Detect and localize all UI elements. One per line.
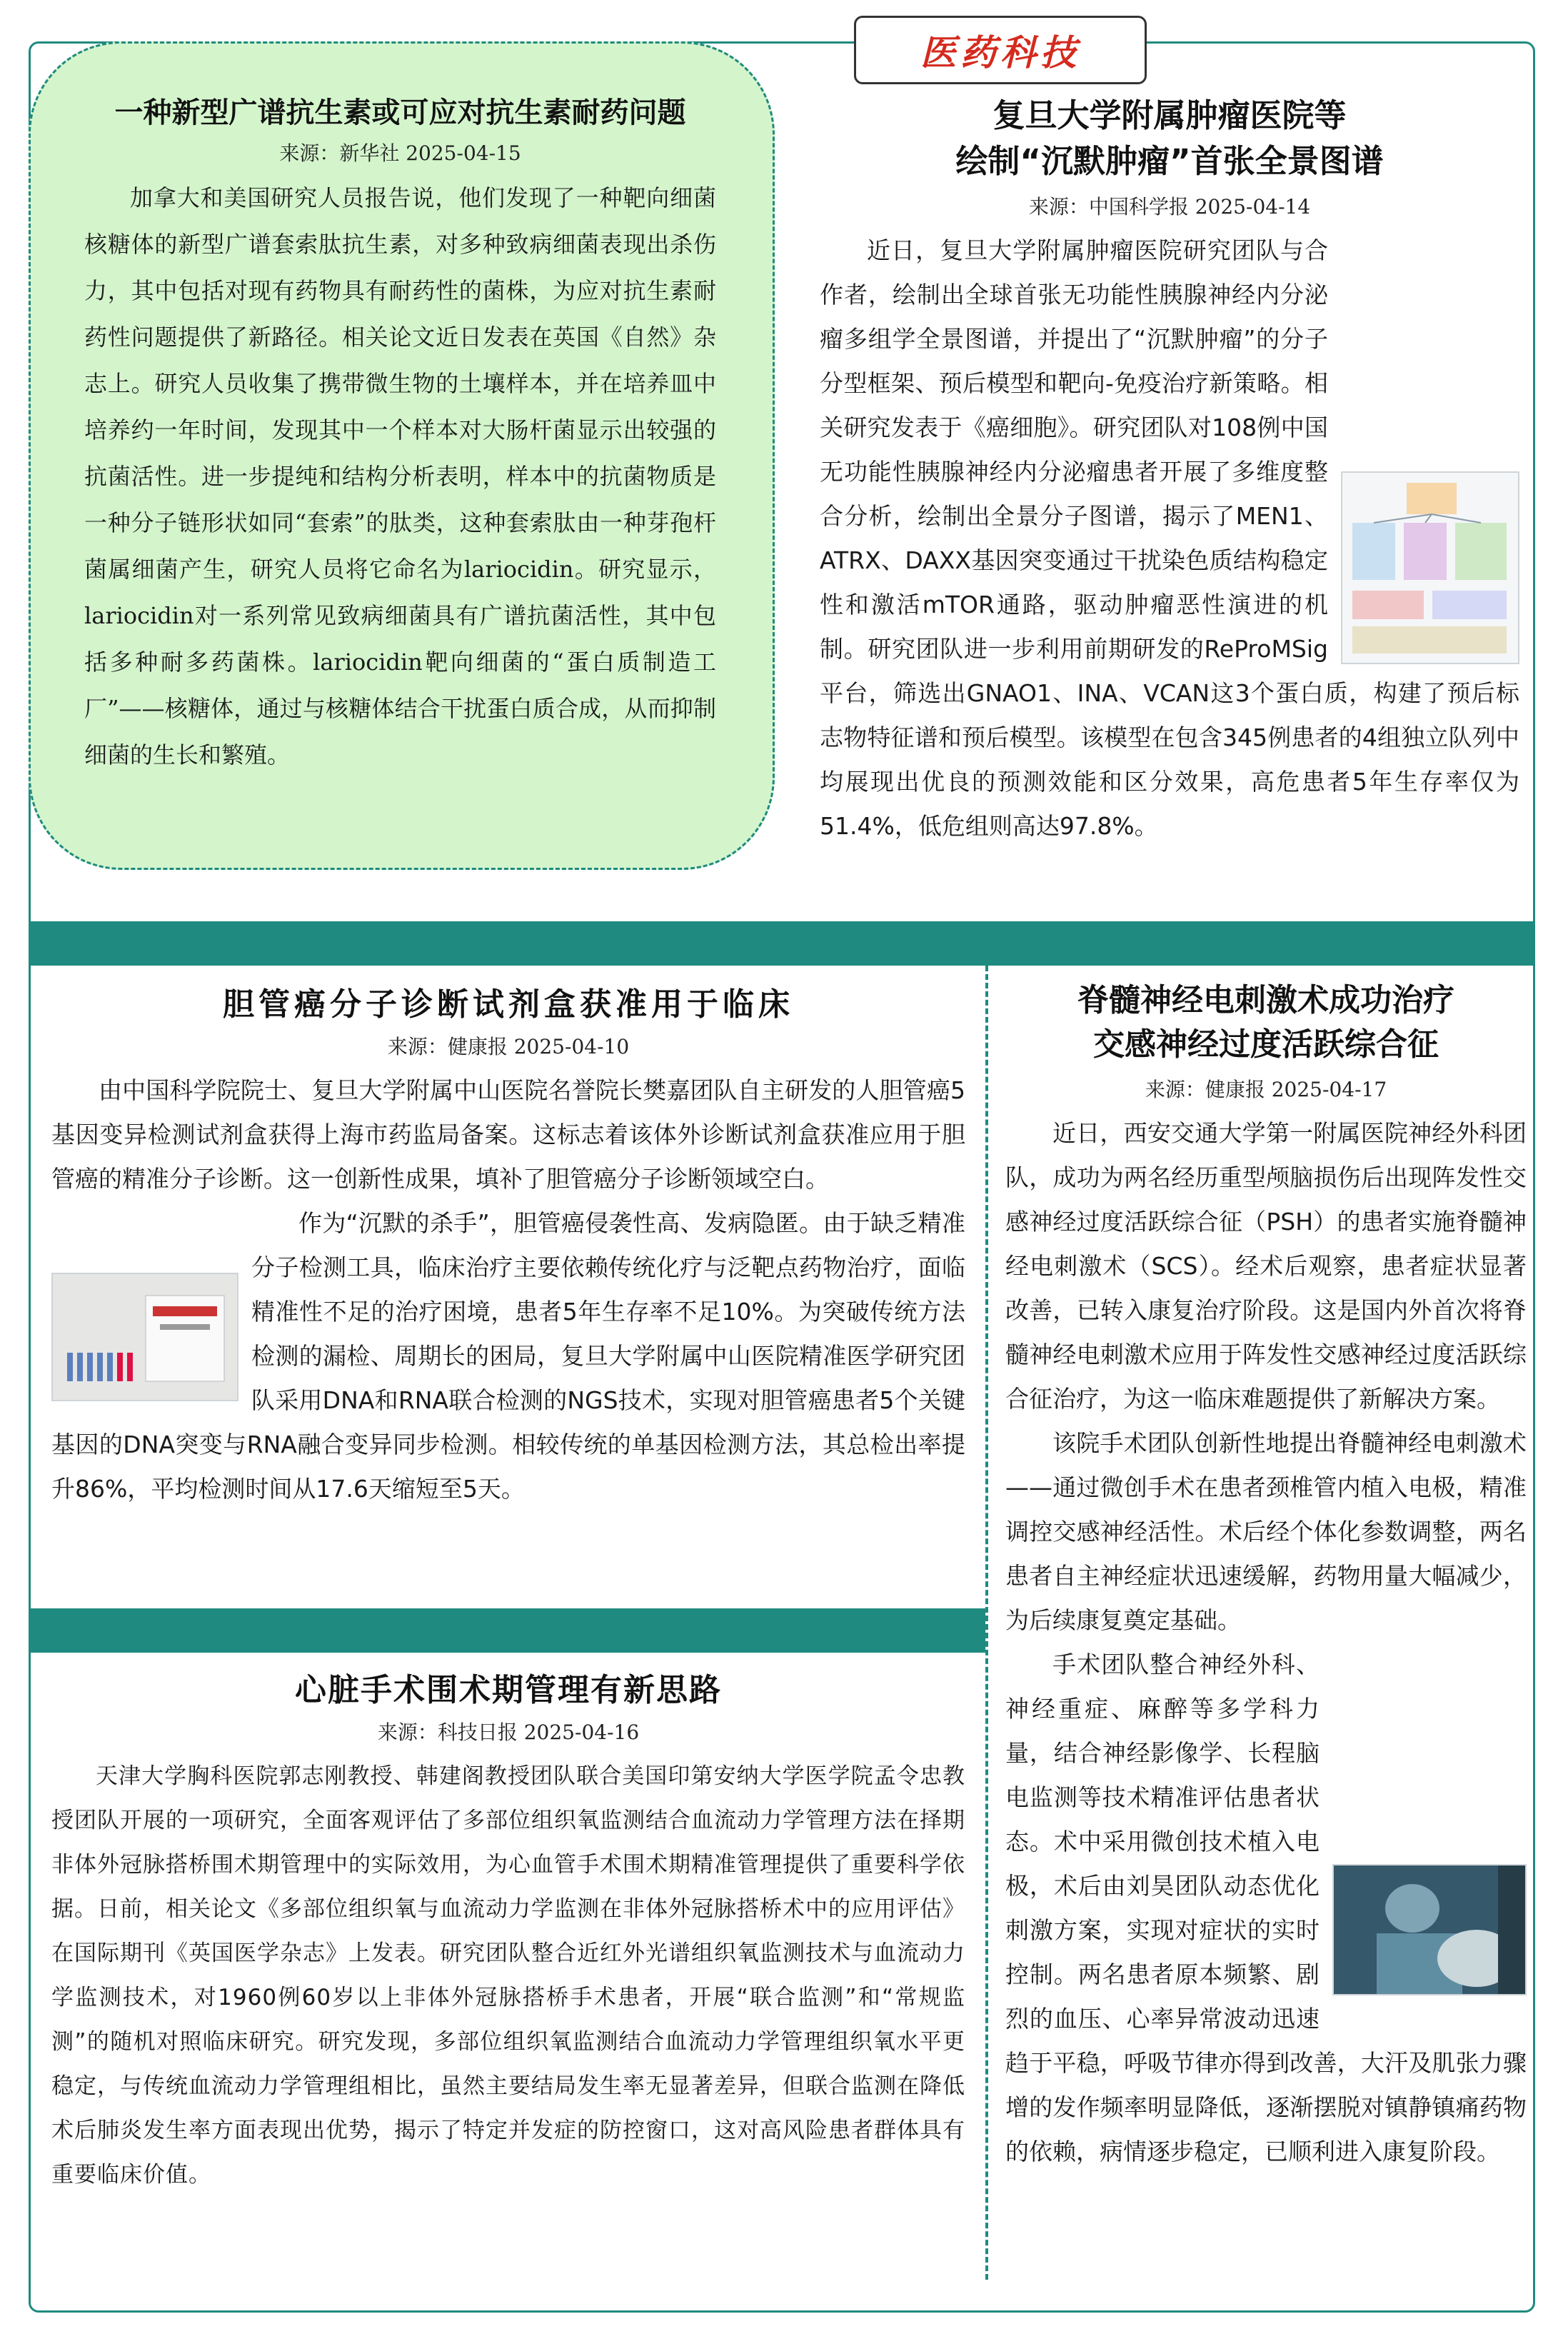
section-tag: [854, 16, 1147, 84]
column-divider: [985, 966, 988, 2280]
surgery-photo-image: [1332, 1864, 1527, 1995]
article-antibiotic: [84, 90, 716, 778]
article-source: 来源：中国科学报 2025-04-14: [1028, 195, 1311, 219]
article-paragraph: 近日，西安交通大学第一附属医院神经外科团队，成功为两名经历重型颅脑损伤后出现阵发性交感神经过度活跃综合征（PSH）的患者实施脊髓神经电刺激术（SCS）。经术后观察，患者症状显著改善，已转入康复治疗阶段。这是国内外首次将脊髓神经电刺激术应用于阵发性交感神经过度活跃综合征治疗，为这一临床难题提供了新解决方案。: [1005, 1119, 1527, 1413]
article-paragraph: 该院手术团队创新性地提出脊髓神经电刺激术——通过微创手术在患者颈椎管内植入电极，精准调控交感神经活性。术后经个体化参数调整，两名患者自主神经症状迅速缓解，药物用量大幅减少，为后续康复奠定基础。: [1005, 1429, 1527, 1634]
article-source: 来源：健康报 2025-04-10: [387, 1035, 630, 1058]
article-spinal-stimulation: [1005, 978, 1527, 2174]
article-paragraph: 天津大学胸科医院郭志刚教授、韩建阁教授团队联合美国印第安纳大学医学院孟令忠教授团队开展的一项研究，全面客观评估了多部位组织氧监测结合血流动力学管理方法在择期非体外冠脉搭桥围术期管理中的实际效用，为心血管手术围术期精准管理提供了重要科学依据。日前，相关论文《多部位组织氧与血流动力学监测在非体外冠脉搭桥术中的应用评估》在国际期刊《英国医学杂志》上发表。研究团队整合近红外光谱组织氧监测技术与血流动力学监测技术，对1960例60岁以上非体外冠脉搭桥手术患者，开展“联合监测”和“常规监测”的随机对照临床研究。研究发现，多部位组织氧监测结合血流动力学管理组织氧水平更稳定，与传统血流动力学管理组相比，虽然主要结局发生率无显著差异，但联合监测在降低术后肺炎发生率方面表现出优势，揭示了特定并发症的防控窗口，这对高风险患者群体具有重要临床价值。: [51, 1763, 965, 2188]
article-paragraph: 由中国科学院院士、复旦大学附属中山医院名誉院长樊嘉团队自主研发的人胆管癌5基因变异检测试剂盒获得上海市药监局备案。这标志着该体外诊断试剂盒获准应用于胆管癌的精准分子诊断。这一创新性成果，填补了胆管癌分子诊断领域空白。: [51, 1076, 965, 1193]
article-silent-tumor: [820, 93, 1519, 848]
article-paragraph: 加拿大和美国研究人员报告说，他们发现了一种靶向细菌核糖体的新型广谱套索肽抗生素，对多种致病细菌表现出杀伤力，其中包括对现有药物具有耐药性的菌株，为应对抗生素耐药性问题提供了新路径。相关论文近日发表在英国《自然》杂志上。研究人员收集了携带微生物的土壤样本，并在培养皿中培养约一年时间，发现其中一个样本对大肠杆菌显示出较强的抗菌活性。进一步提纯和结构分析表明，样本中的抗菌物质是一种分子链形状如同“套索”的肽类，这种套索肽由一种芽孢杆菌属细菌产生，研究人员将它命名为lariocidin。研究显示，lariocidin对一系列常见致病细菌具有广谱抗菌活性，其中包括多种耐多药菌株。lariocidin靶向细菌的“蛋白质制造工厂”——核糖体，通过与核糖体结合干扰蛋白质合成，从而抑制细菌的生长和繁殖。: [84, 184, 716, 768]
article-title-line1: 脊髓神经电刺激术成功治疗: [1077, 982, 1454, 1018]
kit-photo-graphic: [53, 1274, 237, 1400]
article-title: 胆管癌分子诊断试剂盒获准用于临床: [223, 986, 794, 1023]
article-title-line1: 复旦大学附属肿瘤医院等: [992, 96, 1347, 134]
article-source: 来源：科技日报 2025-04-16: [377, 1721, 640, 1744]
pnet-map-image: [1341, 471, 1519, 664]
article-source: 来源：新华社 2025-04-15: [279, 141, 521, 165]
article-paragraph: 手术团队整合神经外科、神经重症、麻醉等多学科力量，结合神经影像学、长程脑电监测等技术精准评估患者状态。术中采用微创技术植入电极，术后由刘昊团队动态优化刺激方案，实现对症状的实时控制。两名患者原本频繁、剧烈的血压、心率异常波动迅速趋于平稳，呼吸节律亦得到改善，大汗及肌张力骤增的发作频率明显降低，逐渐摆脱对镇静镇痛药物的依赖，病情逐步稳定，已顺利进入康复阶段。: [1005, 1651, 1527, 2165]
divider-band-top: [29, 921, 1535, 966]
article-paragraph: 近日，复旦大学附属肿瘤医院研究团队与合作者，绘制出全球首张无功能性胰腺神经内分泌瘤多组学全景图谱，并提出了“沉默肿瘤”的分子分型框架、预后模型和靶向-免疫治疗新策略。相关研究发表于《癌细胞》。研究团队对108例中国无功能性胰腺神经内分泌瘤患者开展了多维度整合分析，绘制出全景分子图谱，揭示了MEN1、ATRX、DAXX基因突变通过干扰染色质结构稳定性和激活mTOR通路，驱动肿瘤恶性演进的机制。研究团队进一步利用前期研发的ReProMSig平台，筛选出GNAO1、INA、VCAN这3个蛋白质，构建了预后标志物特征谱和预后模型。该模型在包含345例患者的4组独立队列中均展现出优良的预测效能和区分效果，高危患者5年生存率仅为51.4%，低危组则高达97.8%。: [820, 236, 1519, 840]
article-cardiac-surgery: [51, 1664, 965, 2197]
surgery-photo-graphic: [1334, 1865, 1525, 1994]
kit-photo-image: [51, 1273, 238, 1401]
article-title-line2: 绘制“沉默肿瘤”首张全景图谱: [955, 142, 1384, 180]
article-title: 心脏手术围术期管理有新思路: [295, 1672, 722, 1708]
article-source: 来源：健康报 2025-04-17: [1145, 1078, 1387, 1101]
divider-band-middle: [29, 1608, 985, 1653]
section-tag-text: 医药科技: [920, 31, 1080, 74]
article-paragraph: 作为“沉默的杀手”，胆管癌侵袭性高、发病隐匿。由于缺乏精准分子检测工具，临床治疗主要依赖传统化疗与泛靶点药物治疗，面临精准性不足的治疗困境，患者5年生存率不足10%。为突破传统方法检测的漏检、周期长的困局，复旦大学附属中山医院精准医学研究团队采用DNA和RNA联合检测的NGS技术，实现对胆管癌患者5个关键基因的DNA突变与RNA融合变异同步检测。相较传统的单基因检测方法，其总检出率提升86%，平均检测时间从17.6天缩短至5天。: [51, 1209, 965, 1503]
pnet-map-graphic: [1342, 473, 1518, 663]
article-cholangiocarcinoma: [51, 978, 965, 1511]
article-title: 一种新型广谱抗生素或可应对抗生素耐药问题: [114, 96, 686, 129]
article-title-line2: 交感神经过度活跃综合征: [1093, 1026, 1439, 1063]
